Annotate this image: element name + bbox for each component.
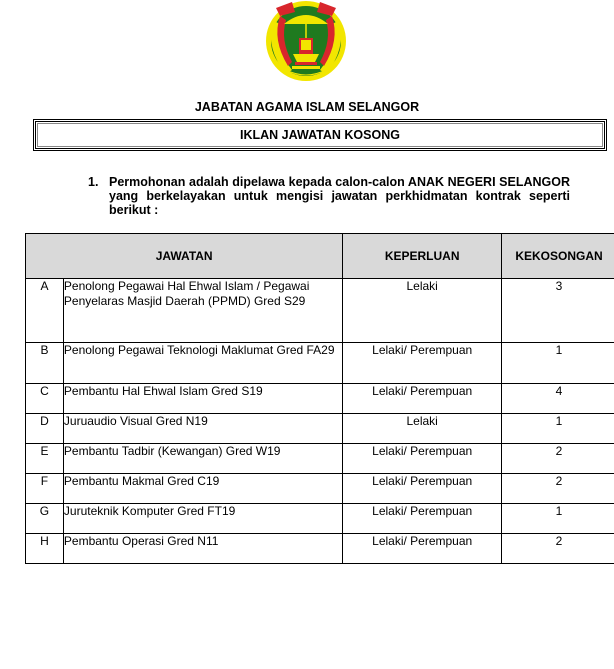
intro-paragraph — [88, 175, 570, 217]
row-position: Pembantu Hal Ehwal Islam Gred S19 — [63, 384, 342, 414]
advert-title-box — [33, 119, 607, 151]
row-requirement: Lelaki — [343, 414, 502, 444]
row-letter: D — [26, 414, 64, 444]
organization-title: JABATAN AGAMA ISLAM SELANGOR — [194, 100, 420, 114]
row-vacancies: 3 — [502, 279, 614, 343]
table-row — [26, 534, 614, 564]
row-vacancies: 4 — [502, 384, 614, 414]
row-position: Pembantu Operasi Gred N11 — [63, 534, 342, 564]
header-keperluan: KEPERLUAN — [343, 234, 502, 279]
table-row — [26, 384, 614, 414]
row-position: Juruaudio Visual Gred N19 — [63, 414, 342, 444]
row-position: Pembantu Tadbir (Kewangan) Gred W19 — [63, 444, 342, 474]
row-requirement: Lelaki/ Perempuan — [343, 384, 502, 414]
row-letter: E — [26, 444, 64, 474]
header-jawatan: JAWATAN — [26, 234, 343, 279]
header-kekosongan: KEKOSONGAN — [502, 234, 614, 279]
row-vacancies: 1 — [502, 414, 614, 444]
row-letter: H — [26, 534, 64, 564]
row-requirement: Lelaki/ Perempuan — [343, 343, 502, 384]
row-requirement: Lelaki/ Perempuan — [343, 534, 502, 564]
row-letter: A — [26, 279, 64, 343]
intro-text: Permohonan adalah dipelawa kepada calon-calon ANAK NEGERI SELANGOR yang berkelayakan untuk mengisi jawatan perkhidmatan kontrak seperti berikut : — [109, 175, 570, 217]
table-row — [26, 444, 614, 474]
vacancy-table — [25, 233, 614, 564]
table-header-row — [26, 234, 614, 279]
table-row — [26, 504, 614, 534]
table-row — [26, 279, 614, 343]
row-position: Juruteknik Komputer Gred FT19 — [63, 504, 342, 534]
row-vacancies: 1 — [502, 343, 614, 384]
jais-crest-logo — [262, 0, 350, 84]
row-requirement: Lelaki/ Perempuan — [343, 474, 502, 504]
table-row — [26, 343, 614, 384]
row-requirement: Lelaki/ Perempuan — [343, 504, 502, 534]
row-position: Pembantu Makmal Gred C19 — [63, 474, 342, 504]
row-letter: F — [26, 474, 64, 504]
row-vacancies: 2 — [502, 444, 614, 474]
row-position: Penolong Pegawai Hal Ehwal Islam / Pegawai Penyelaras Masjid Daerah (PPMD) Gred S29 — [63, 279, 342, 343]
row-vacancies: 2 — [502, 534, 614, 564]
row-letter: G — [26, 504, 64, 534]
row-requirement: Lelaki — [343, 279, 502, 343]
row-vacancies: 1 — [502, 504, 614, 534]
advert-title: IKLAN JAWATAN KOSONG — [240, 128, 400, 142]
row-requirement: Lelaki/ Perempuan — [343, 444, 502, 474]
row-letter: B — [26, 343, 64, 384]
table-row — [26, 474, 614, 504]
intro-number: 1. — [88, 175, 99, 189]
row-vacancies: 2 — [502, 474, 614, 504]
row-position: Penolong Pegawai Teknologi Maklumat Gred FA29 — [63, 343, 342, 384]
table-row — [26, 414, 614, 444]
row-letter: C — [26, 384, 64, 414]
